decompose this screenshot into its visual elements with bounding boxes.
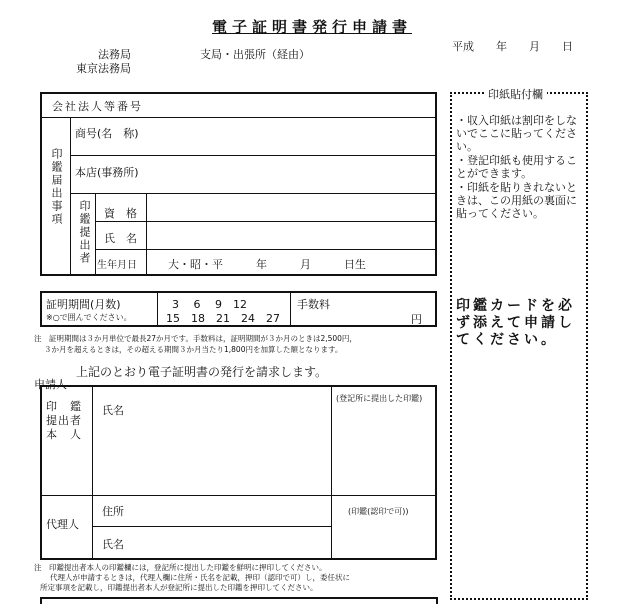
date-field: 平成 年 月 日	[452, 40, 573, 53]
office-label: 法務局	[98, 48, 131, 61]
registered-seal-label: (登記所に提出した印鑑)	[336, 394, 423, 403]
applicant-box	[40, 385, 437, 560]
agent-name-label: 氏名	[102, 538, 124, 551]
birth-label: 生年月日	[97, 260, 137, 271]
applicant-heading: 申請人	[34, 378, 67, 391]
fee-label: 手数料	[297, 298, 330, 311]
head-office-label: 本店(事務所)	[75, 166, 139, 179]
request-text: 上記のとおり電子証明書の発行を請求します。	[76, 365, 328, 379]
agent-seal-label: (印鑑(認印で可))	[348, 507, 409, 516]
bottom-note-2: 代理人が申請するときは，代理人欄に住所・氏名を記載，押印（認印で可）し，委任状に	[50, 573, 350, 582]
card-note: 印鑑カードを必ず添えて申請してください。	[456, 298, 575, 348]
stamp-note-1: ・収入印紙は割印をしないでここに貼ってください。	[456, 114, 577, 153]
agent-address-label: 住所	[102, 505, 124, 518]
qualification-label: 資 格	[104, 207, 137, 220]
bottom-border	[40, 597, 437, 599]
stamp-area-title: 印紙貼付欄	[484, 86, 547, 102]
agent-label: 代理人	[46, 518, 79, 531]
fee-unit: 円	[411, 313, 422, 326]
period-options-row1[interactable]: 3 6 9 12	[172, 298, 247, 311]
trade-name-label: 商号(名 称)	[75, 127, 139, 140]
name-label: 氏 名	[104, 232, 137, 245]
period-hint: ※○で囲んでください。	[46, 313, 132, 322]
corp-number-label: 会社法人等番号	[52, 100, 143, 113]
fee-note-1: 注 証明期間は３か月単位で最長27か月です。手数料は，証明期間が３か月のときは2,500円，	[34, 334, 357, 343]
period-label: 証明期間(月数)	[46, 298, 121, 311]
birth-value: 大・昭・平 年 月 日生	[168, 258, 366, 271]
fee-note-2: ３か月を超えるときは，その超える期間３か月当たり1,800円を加算した額となります。	[44, 345, 343, 354]
stamp-note-3: ・印紙を貼りきれないときは、この用紙の裏面に貼ってください。	[456, 181, 577, 220]
submitter-label: 印鑑提出者	[78, 200, 91, 265]
registration-side-label: 印鑑届出事項	[50, 148, 63, 226]
office-name: 東京法務局	[76, 62, 131, 75]
bottom-note-3: 所定事項を記載し，印鑑提出者本人が登記所に提出した印鑑を押印してください。	[40, 583, 318, 592]
page-title: 電子証明書発行申請書	[212, 18, 413, 36]
bottom-note-1: 注 印鑑提出者本人の印鑑欄には，登記所に提出した印鑑を鮮明に押印してください。	[34, 563, 327, 572]
stamp-note-2: ・登記印紙も使用することができます。	[456, 154, 577, 180]
branch-label: 支局・出張所（経由）	[200, 48, 310, 61]
principal-label: 印 鑑提出者本 人	[46, 400, 82, 441]
principal-name-label: 氏名	[102, 404, 124, 417]
period-options-row2[interactable]: 15 18 21 24 27	[166, 312, 280, 325]
